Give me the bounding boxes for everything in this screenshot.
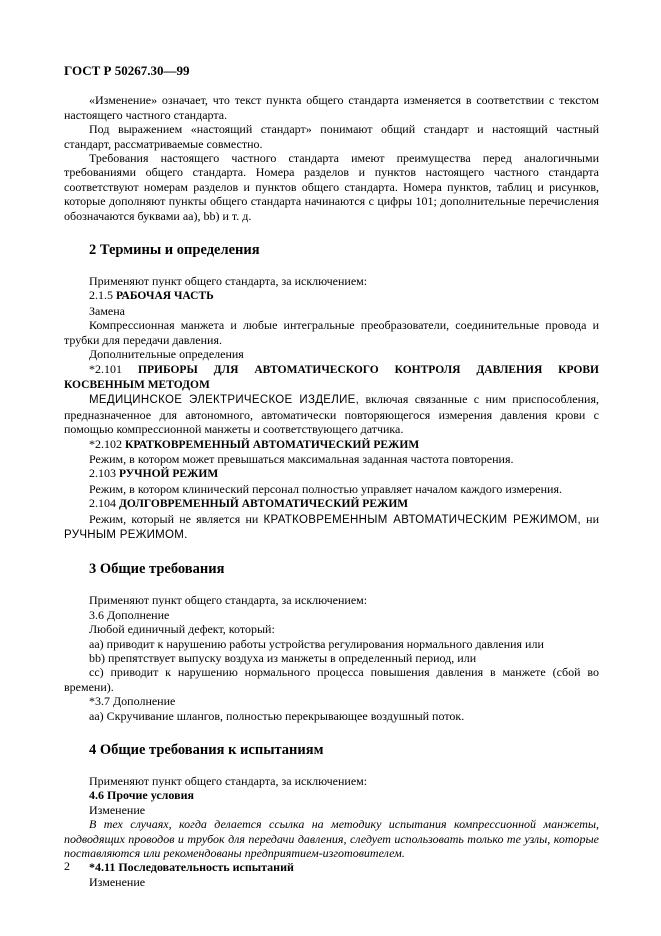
clause-2-104	[64, 496, 599, 511]
clause-number: *2.101	[89, 361, 122, 376]
term-medical-electrical-device: МЕДИЦИНСКОЕ ЭЛЕКТРИЧЕСКОЕ ИЗДЕЛИЕ,	[89, 394, 360, 407]
section-3-heading: 3 Общие требования	[89, 561, 225, 578]
definition-text: ни	[586, 511, 600, 526]
term-indirect-bp-devices: ПРИБОРЫ ДЛЯ АВТОМАТИЧЕСКОГО КОНТРОЛЯ ДАВЛЕНИЯ КРОВИ КОСВЕННЫМ МЕТОДОМ	[64, 363, 600, 391]
clause-2-101	[64, 362, 599, 393]
document-page	[64, 64, 599, 889]
single-fault-text: Любой единичный дефект, который:	[89, 622, 275, 637]
term-working-part: РАБОЧАЯ ЧАСТЬ	[116, 290, 214, 303]
term-ref-manual: РУЧНЫМ РЕЖИМОМ.	[64, 528, 188, 541]
clause-3-7-aa: аа) Скручивание шлангов, полностью перекрывающее воздушный поток.	[89, 708, 465, 723]
standard-header: ГОСТ Р 50267.30—99	[64, 63, 190, 78]
clause-2-1-5	[64, 288, 599, 303]
term-ref-short-auto: КРАТКОВРЕМЕННЫМ АВТОМАТИЧЕСКИМ РЕЖИМОМ,	[263, 513, 581, 526]
clause-number: 2.104	[89, 496, 116, 511]
clause-3-6: 3.6 Дополнение	[89, 607, 170, 622]
term-manual-mode: РУЧНОЙ РЕЖИМ	[119, 468, 219, 481]
page-number: 2	[64, 859, 70, 873]
list-item-aa: аа) приводит к нарушению работы устройства регулирования нормального давления или	[89, 636, 544, 651]
clause-4-6-text: В тех случаях, когда делается ссылка на методику испытания компрессионной манжеты, подводящих проводов и трубок для передачи давления, следует использовать только те узлы, которые поставляются или рекомендованы предприятием-изготовителем.	[64, 817, 599, 861]
clause-2-1-5-text: Компрессионная манжета и любые интегральные преобразователи, соединительные провода и трубки для передачи давления.	[64, 318, 599, 347]
clause-2-103	[64, 466, 599, 481]
intro-paragraph-2: Под выражением «настоящий стандарт» понимают общий стандарт и настоящий частный стандарт, рассматриваемые совместно.	[64, 122, 599, 151]
change-label-2: Изменение	[89, 874, 146, 889]
list-item-bb: bb) препятствует выпуску воздуха из манжеты в определенный период, или	[89, 651, 477, 665]
section-2-heading: 2 Термины и определения	[89, 242, 260, 259]
clause-2-103-text: Режим, в котором клинический персонал полностью управляет началом каждого измерения.	[89, 481, 562, 496]
term-long-auto-mode: ДОЛГОВРЕМЕННЫЙ АВТОМАТИЧЕСКИЙ РЕЖИМ	[119, 498, 409, 511]
clause-2-102-text: Режим, в котором может превышаться максимальная заданная частота повторения.	[89, 451, 514, 466]
clause-number: 2.1.5	[89, 288, 113, 303]
definition-text: включая связанные с ним приспособления, предназначенное для автономного, автоматически повторяющегося измерения давления крови с помощью компрессионной манжеты и соответствующего датчика.	[64, 392, 599, 437]
section-4-intro: Применяют пункт общего стандарта, за исключением:	[89, 774, 368, 789]
clause-4-6: 4.6 Прочие условия	[89, 788, 194, 803]
definition-text: Режим, который не является ни	[89, 511, 259, 526]
additional-definitions-label: Дополнительные определения	[89, 347, 244, 362]
clause-number: *2.102	[89, 436, 122, 451]
intro-paragraph-1: «Изменение» означает, что текст пункта общего стандарта изменяется в соответствии с текстом настоящего частного стандарта.	[64, 93, 599, 122]
section-3-intro: Применяют пункт общего стандарта, за исключением:	[89, 593, 368, 608]
clause-number: 2.103	[89, 466, 116, 481]
clause-4-11: *4.11 Последовательность испытаний	[89, 860, 294, 875]
clause-2-102	[64, 437, 599, 452]
section-4-heading: 4 Общие требования к испытаниям	[89, 742, 324, 759]
list-item-cc: cc) приводит к нарушению нормального процесса повышения давления в манжете (сбой во времени).	[64, 665, 599, 694]
section-2-intro: Применяют пункт общего стандарта, за исключением:	[89, 274, 368, 289]
change-label-1: Изменение	[89, 802, 146, 817]
clause-2-104-text	[64, 512, 599, 543]
clause-2-101-text	[64, 392, 599, 436]
term-short-auto-mode: КРАТКОВРЕМЕННЫЙ АВТОМАТИЧЕСКИЙ РЕЖИМ	[125, 438, 420, 451]
replacement-label: Замена	[89, 303, 126, 318]
clause-3-7: *3.7 Дополнение	[89, 694, 176, 709]
intro-paragraph-3: Требования настоящего частного стандарта имеют преимущества перед аналогичными требованиями общего стандарта. Номера разделов и пунктов настоящего частного стандарта соответствуют номерам разделов и пунктов общего стандарта. Номера пунктов, таблиц и рисунков, которые дополняют пункты общего стандарта начинаются с цифры 101; дополнительные перечисления обозначаются буквами аа), bb) и т. д.	[64, 151, 599, 223]
